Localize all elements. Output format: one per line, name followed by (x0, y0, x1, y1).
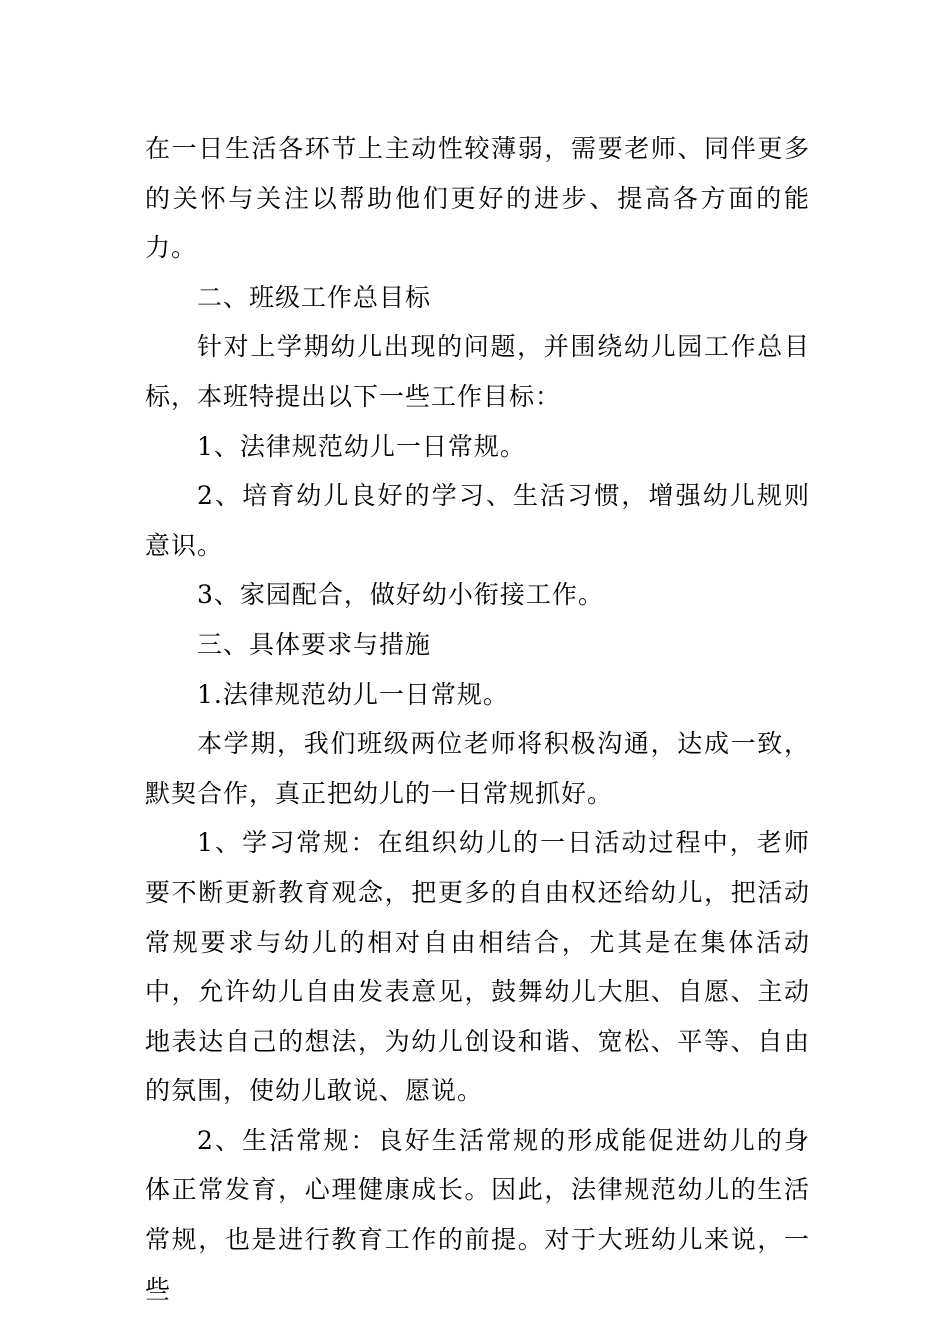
paragraph-learning-routine: 1、学习常规：在组织幼儿的一日活动过程中，老师要不断更新教育观念，把更多的自由权还给幼儿，把活动常规要求与幼儿的相对自由相结合，尤其是在集体活动中，允许幼儿自由发表意见，鼓舞幼儿大胆、自愿、主动地表达自己的想法，为幼儿创设和谐、宽松、平等、自由的氛围，使幼儿敢说、愿说。 (145, 828, 810, 1106)
subheading-daily-routine: 1.法律规范幼儿一日常规。 (197, 679, 509, 709)
paragraph-teacher-cooperation: 本学期，我们班级两位老师将积极沟通，达成一致，默契合作，真正把幼儿的一日常规抓好。 (145, 729, 810, 808)
section-heading-requirements: 三、具体要求与措施 (197, 629, 432, 659)
paragraph-goals-intro: 针对上学期幼儿出现的问题，并围绕幼儿园工作总目标，本班特提出以下一些工作目标： (145, 332, 810, 411)
section-heading-class-goals: 二、班级工作总目标 (197, 282, 432, 312)
paragraph-continuation: 在一日生活各环节上主动性较薄弱，需要老师、同伴更多的关怀与关注以帮助他们更好的进步、提高各方面的能力。 (145, 134, 810, 263)
goal-item-2: 2、培育幼儿良好的学习、生活习惯，增强幼儿规则意识。 (145, 481, 810, 560)
goal-item-1: 1、法律规范幼儿一日常规。 (197, 431, 526, 461)
goal-item-3: 3、家园配合，做好幼小衔接工作。 (197, 580, 604, 610)
paragraph-life-routine: 2、生活常规：良好生活常规的形成能促进幼儿的身体正常发育，心理健康成长。因此，法律规范幼儿的生活常规，也是进行教育工作的前提。对于大班幼儿来说，一些 (145, 1125, 810, 1304)
document-body (145, 124, 810, 1314)
